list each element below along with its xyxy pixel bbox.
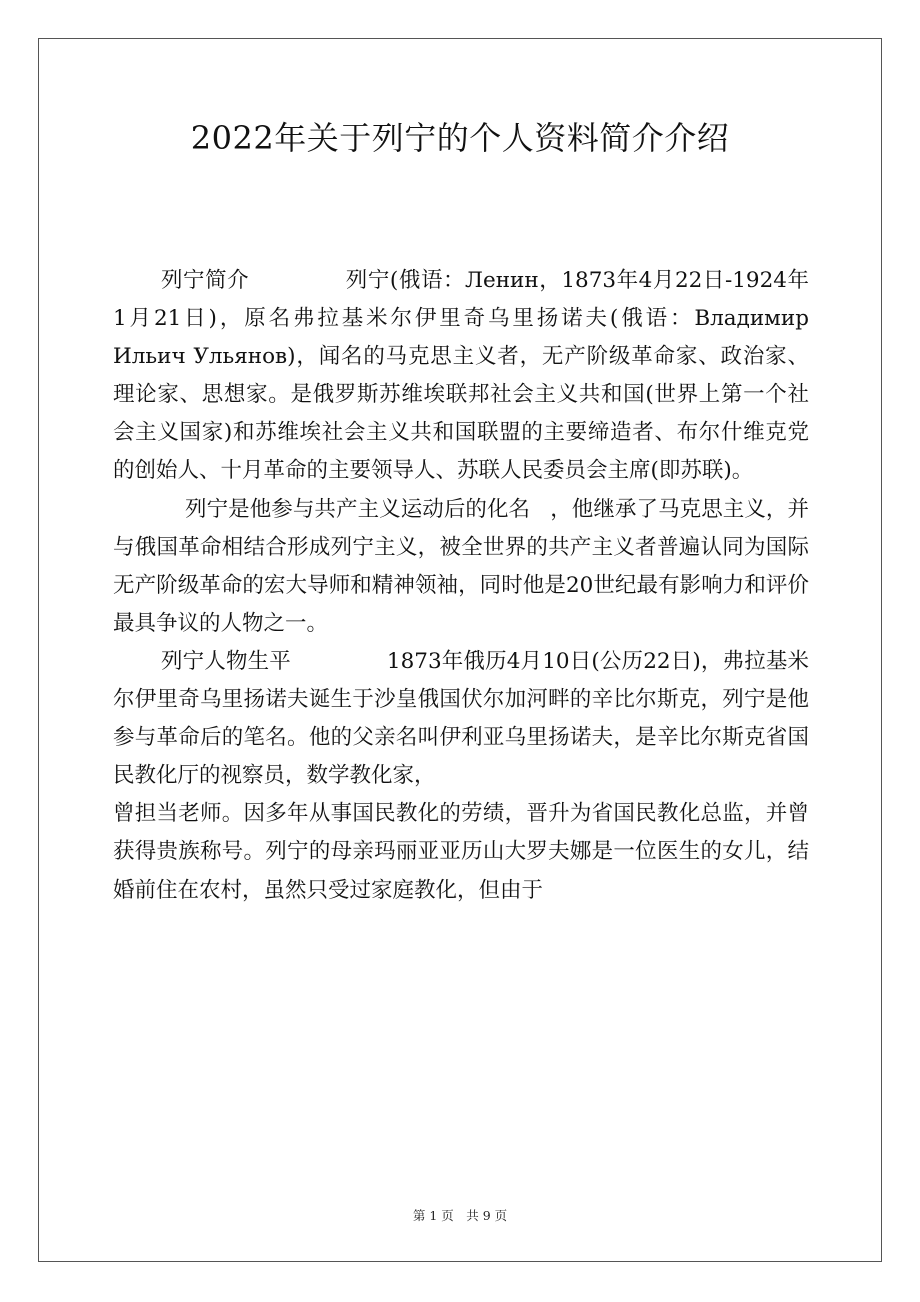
paragraph-biography-continued [113,795,809,909]
biography-text-continued: 曾担当老师。因多年从事国民教化的劳绩，晋升为省国民教化总监，并曾获得贵族称号。列宁的母亲玛丽亚亚历山大罗夫娜是一位医生的女儿，结婚前住在农村，虽然只受过家庭教化，但由于 [113,801,809,903]
paragraph-biography [113,643,809,795]
section-heading-biography: 列宁人物生平 [161,648,291,674]
page-footer: 第 1 页 共 9 页 [412,1208,508,1223]
pseudonym-text-b: ，他继承了马克思主义，并与俄国革命相结合形成列宁主义，被全世界的共产主义者普遍认同为国际无产阶级革命的宏大导师和精神领袖，同时他是20世纪最有影响力和评价最具争议的人物之一。 [113,496,809,636]
paragraph-lenin-intro [113,262,809,491]
document-body [113,262,809,910]
pseudonym-text-a: 列宁是他参与共产主义运动后的化名 [185,496,531,522]
document-title: 2022年关于列宁的个人资料简介介绍 [190,119,730,157]
paragraph-pseudonym [113,491,809,643]
biography-text: 1873年俄历4月10日(公历22日)，弗拉基米尔伊里奇乌里扬诺夫诞生于沙皇俄国伏尔加河畔的辛比尔斯克，列宁是他参与革命后的笔名。他的父亲名叫伊利亚乌里扬诺夫，是辛比尔斯克省国民教化厅的视察员，数学教化家， [113,648,809,789]
intro-text: 列宁(俄语：Ленин，1873年4月22日-1924年1月21日)，原名弗拉基米尔伊里奇乌里扬诺夫(俄语：Владимир Ильич Ульянов)，闻名的马克思主义者，无产阶级革命家、政治家、理论家、思想家。是俄罗斯苏维埃联邦社会主义共和国(世界上第一个社会主义国家)和苏维埃社会主义共和国联盟的主要缔造者、布尔什维克党的创始人、十月革命的主要领导人、苏联人民委员会主席(即苏联)。 [113,268,809,484]
section-heading-intro: 列宁简介 [161,268,250,293]
